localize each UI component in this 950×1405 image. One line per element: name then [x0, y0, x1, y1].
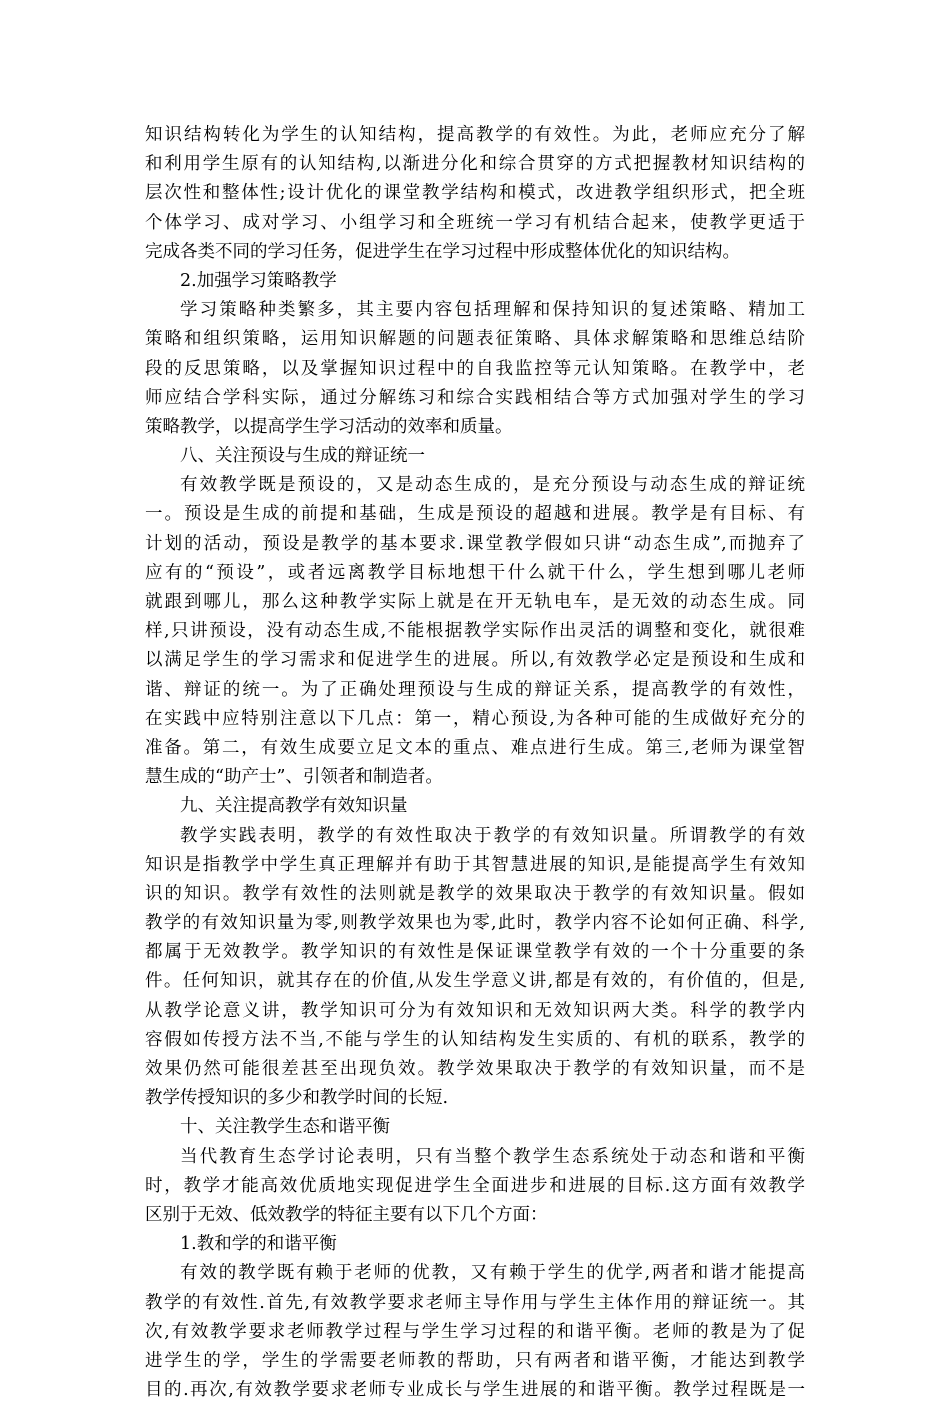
text-line: 段的反思策略，以及掌握知识过程中的自我监控等元认知策略。在教学中，老	[145, 358, 805, 379]
text-line: 和利用学生原有的认知结构,以渐进分化和综合贯穿的方式把握教材知识结构的	[145, 154, 805, 175]
text-line: 教学传授知识的多少和教学时间的长短.	[145, 1088, 449, 1109]
text-line: 知识是指教学中学生真正理解并有助于其智慧进展的知识,是能提高学生有效知	[145, 854, 805, 875]
document-body	[145, 121, 805, 1405]
text-line: 识的知识。教学有效性的法则就是教学的效果取决于教学的有效知识量。假如	[145, 883, 805, 904]
text-line: 完成各类不同的学习任务，促进学生在学习过程中形成整体优化的知识结构。	[145, 241, 740, 262]
text-line: 区别于无效、低效教学的特征主要有以下几个方面：	[145, 1204, 548, 1225]
text-line: 一。预设是生成的前提和基础，生成是预设的超越和进展。教学是有目标、有	[145, 504, 805, 525]
text-line: 样,只讲预设，没有动态生成,不能根据教学实际作出灵活的调整和变化，就很难	[145, 621, 805, 642]
paragraph-first-line: 教学实践表明，教学的有效性取决于教学的有效知识量。所谓教学的有效	[180, 825, 805, 846]
text-line: 谐、辩证的统一。为了正确处理预设与生成的辩证关系，提高教学的有效性，	[145, 679, 805, 700]
text-line: 师应结合学科实际，通过分解练习和综合实践相结合等方式加强对学生的学习	[145, 387, 805, 408]
text-line: 在实践中应特别注意以下几点：第一，精心预设,为各种可能的生成做好充分的	[145, 708, 805, 729]
text-line: 准备。第二，有效生成要立足文本的重点、难点进行生成。第三,老师为课堂智	[145, 737, 805, 758]
section-heading: 八、关注预设与生成的辩证统一	[180, 446, 425, 467]
paragraph-first-line: 有效教学既是预设的，又是动态生成的，是充分预设与动态生成的辩证统	[180, 475, 805, 496]
text-line: 件。任何知识，就其存在的价值,从发生学意义讲,都是有效的，有价值的，但是,	[145, 971, 805, 992]
text-line: 效果仍然可能很差甚至出现负效。教学效果取决于教学的有效知识量，而不是	[145, 1059, 805, 1079]
section-heading: 1.教和学的和谐平衡	[180, 1234, 337, 1255]
text-line: 从教学论意义讲，教学知识可分为有效知识和无效知识两大类。科学的教学内	[145, 1000, 805, 1021]
text-line: 时，教学才能高效优质地实现促进学生全面进步和进展的目标.这方面有效教学	[145, 1175, 805, 1196]
text-line: 就跟到哪儿，那么这种教学实际上就是在开无轨电车，是无效的动态生成。同	[145, 592, 805, 612]
text-line: 层次性和整体性;设计优化的课堂教学结构和模式，改进教学组织形式，把全班	[145, 183, 805, 204]
text-line: 知识结构转化为学生的认知结构，提高教学的有效性。为此，老师应充分了解	[145, 125, 805, 145]
text-line: 进学生的学，学生的学需要老师教的帮助，只有两者和谐平衡，才能达到教学	[145, 1350, 805, 1371]
text-line: 个体学习、成对学习、小组学习和全班统一学习有机结合起来，使教学更适于	[145, 212, 805, 233]
text-line: 慧生成的“助产士”、引领者和制造者。	[145, 767, 443, 788]
paragraph-first-line: 学习策略种类繁多，其主要内容包括理解和保持知识的复述策略、精加工	[180, 300, 805, 321]
text-line: 策略教学，以提高学生学习活动的效率和质量。	[145, 416, 513, 437]
text-line: 以满足学生的学习需求和促进学生的进展。所以,有效教学必定是预设和生成和	[145, 650, 805, 671]
section-heading: 2.加强学习策略教学	[180, 270, 337, 291]
text-line: 次,有效教学要求老师教学过程与学生学习过程的和谐平衡。老师的教是为了促	[145, 1321, 805, 1342]
text-line: 策略和组织策略，运用知识解题的问题表征策略、具体求解策略和思维总结阶	[145, 329, 805, 350]
paragraph-first-line: 当代教育生态学讨论表明，只有当整个教学生态系统处于动态和谐和平衡	[180, 1146, 805, 1167]
section-heading: 九、关注提高教学有效知识量	[180, 796, 408, 817]
text-line: 计划的活动，预设是教学的基本要求.课堂教学假如只讲“动态生成”,而抛弃了	[145, 533, 805, 554]
text-line: 都属于无效教学。教学知识的有效性是保证课堂教学有效的一个十分重要的条	[145, 942, 805, 963]
section-heading: 十、关注教学生态和谐平衡	[180, 1117, 390, 1138]
paragraph-first-line: 有效的教学既有赖于老师的优教，又有赖于学生的优学,两者和谐才能提高	[180, 1263, 805, 1284]
text-line: 教学的有效知识量为零,则教学效果也为零,此时，教学内容不论如何正确、科学,	[145, 913, 805, 934]
text-line: 应有的“预设”，或者远离教学目标地想干什么就干什么，学生想到哪儿老师	[145, 562, 805, 583]
text-line: 教学的有效性.首先,有效教学要求老师主导作用与学生主体作用的辩证统一。其	[145, 1292, 805, 1313]
text-line: 容假如传授方法不当,不能与学生的认知结构发生实质的、有机的联系，教学的	[145, 1029, 805, 1050]
text-line: 目的.再次,有效教学要求老师专业成长与学生进展的和谐平衡。教学过程既是一	[145, 1380, 805, 1401]
